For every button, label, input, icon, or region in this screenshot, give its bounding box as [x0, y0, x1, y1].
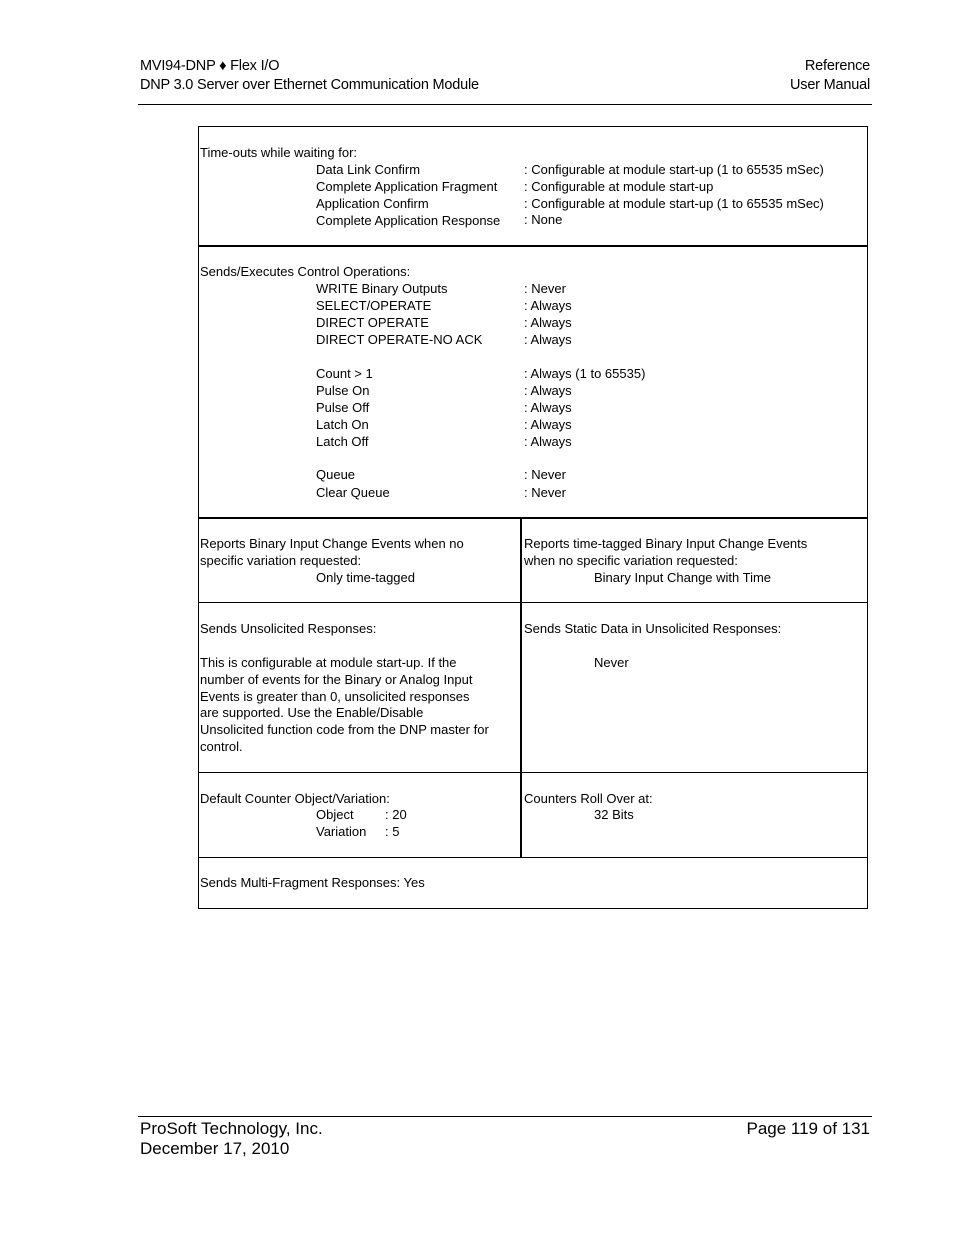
- static-data-value: Never: [594, 655, 629, 670]
- control-value: : Always: [524, 400, 572, 415]
- multi-fragment-text: Sends Multi-Fragment Responses: Yes: [200, 875, 425, 890]
- control-value: : Always: [524, 417, 572, 432]
- control-value: : Always: [524, 434, 572, 449]
- timeout-value: : Configurable at module start-up: [524, 179, 714, 194]
- control-label: Count > 1: [316, 366, 373, 381]
- timeout-label: Application Confirm: [316, 196, 429, 211]
- device-profile-table: [198, 126, 868, 909]
- control-label: Latch Off: [316, 434, 369, 449]
- counter-variation-value: : 5: [385, 824, 400, 839]
- row-divider: [199, 772, 867, 773]
- rollover-heading: Counters Roll Over at:: [524, 791, 653, 806]
- header-divider: [138, 104, 872, 105]
- binary-events-right-text: Reports time-tagged Binary Input Change Events: [524, 536, 808, 551]
- unsolicited-body-line: control.: [200, 739, 243, 754]
- control-value: : Always (1 to 65535): [524, 366, 646, 381]
- timeouts-heading: Time-outs while waiting for:: [200, 145, 358, 160]
- footer-company: ProSoft Technology, Inc.: [140, 1119, 323, 1138]
- timeout-value: : None: [524, 212, 563, 227]
- header-product-title: MVI94-DNP ♦ Flex I/O: [140, 58, 280, 74]
- timeout-label: Complete Application Response: [316, 213, 501, 228]
- header-section: Reference: [804, 58, 870, 74]
- timeout-label: Complete Application Fragment: [316, 179, 498, 194]
- binary-events-left-text: Reports Binary Input Change Events when no: [200, 536, 464, 551]
- control-label: Clear Queue: [316, 485, 390, 500]
- binary-events-right-text: when no specific variation requested:: [524, 553, 738, 568]
- unsolicited-body-line: are supported. Use the Enable/Disable: [200, 705, 424, 720]
- unsolicited-body-line: Unsolicited function code from the DNP master for: [200, 722, 489, 737]
- static-data-heading: Sends Static Data in Unsolicited Responses:: [524, 621, 782, 636]
- counter-object-value: : 20: [385, 807, 407, 822]
- unsolicited-heading: Sends Unsolicited Responses:: [200, 621, 377, 636]
- control-value: : Never: [524, 467, 566, 482]
- control-label: Queue: [316, 467, 356, 482]
- footer-divider: [138, 1116, 872, 1117]
- timeout-value: : Configurable at module start-up (1 to 65535 mSec): [524, 196, 824, 211]
- control-label: Pulse On: [316, 383, 370, 398]
- unsolicited-body-line: Events is greater than 0, unsolicited responses: [200, 689, 470, 704]
- timeout-value: : Configurable at module start-up (1 to 65535 mSec): [524, 162, 824, 177]
- control-value: : Always: [524, 332, 572, 347]
- control-label: DIRECT OPERATE: [316, 315, 429, 330]
- counter-heading: Default Counter Object/Variation:: [200, 791, 390, 806]
- row-divider: [199, 517, 867, 519]
- timeout-label: Data Link Confirm: [316, 162, 421, 177]
- control-label: WRITE Binary Outputs: [316, 281, 448, 296]
- footer-date: December 17, 2010: [140, 1139, 290, 1158]
- control-label: Pulse Off: [316, 400, 370, 415]
- control-value: : Always: [524, 315, 572, 330]
- row-divider: [199, 602, 867, 603]
- header-doc-type: User Manual: [790, 77, 870, 93]
- unsolicited-body-line: This is configurable at module start-up. If the: [200, 655, 457, 670]
- column-divider: [520, 518, 522, 858]
- control-value: : Never: [524, 281, 566, 296]
- counter-variation-label: Variation: [316, 824, 367, 839]
- binary-events-left-text: specific variation requested:: [200, 553, 362, 568]
- control-value: : Never: [524, 485, 566, 500]
- binary-events-left-value: Only time-tagged: [316, 570, 415, 585]
- control-label: DIRECT OPERATE-NO ACK: [316, 332, 483, 347]
- binary-events-right-value: Binary Input Change with Time: [594, 570, 772, 585]
- control-value: : Always: [524, 298, 572, 313]
- header-product-subtitle: DNP 3.0 Server over Ethernet Communication Module: [140, 77, 479, 93]
- control-label: SELECT/OPERATE: [316, 298, 432, 313]
- footer-page-number: Page 119 of 131: [746, 1119, 870, 1138]
- counter-object-label: Object: [316, 807, 354, 822]
- row-divider: [199, 245, 867, 247]
- control-label: Latch On: [316, 417, 369, 432]
- row-divider: [199, 857, 867, 858]
- rollover-value: 32 Bits: [594, 807, 634, 822]
- control-heading: Sends/Executes Control Operations:: [200, 264, 411, 279]
- unsolicited-body-line: number of events for the Binary or Analog Input: [200, 672, 473, 687]
- control-value: : Always: [524, 383, 572, 398]
